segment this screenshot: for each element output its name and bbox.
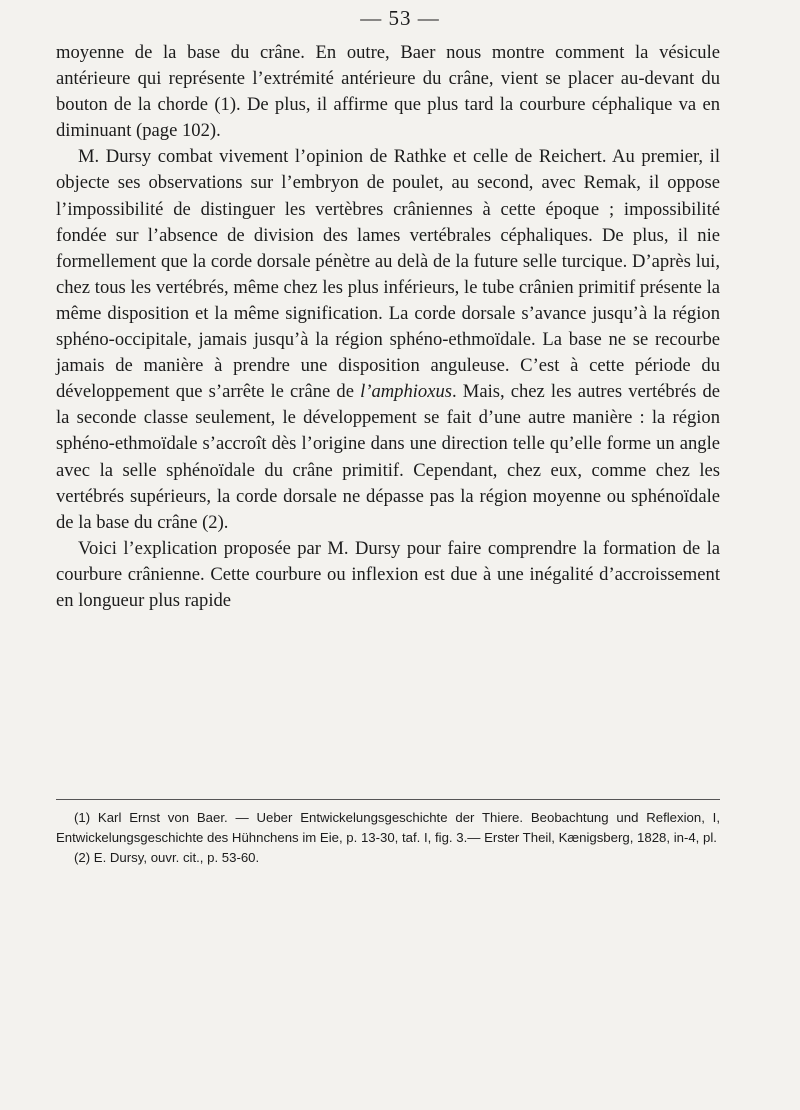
footnote-1: (1) Karl Ernst von Baer. — Ueber Entwickelungsgeschichte der Thiere. Beobachtung und Reflexion, I, Entwickelungsgeschichte des Hühnchens im Eie, p. 13-30, taf. I, fig. 3.— Erster Theil, Kænigsberg, 1828, in-4, pl. <box>56 810 720 845</box>
paragraph-explanation: Voici l’explication proposée par M. Dursy pour faire comprendre la formation de la courbure crânienne. Cette courbure ou inflexion est due à une inégalité d’accroissement en longueur plus rapide <box>56 537 720 611</box>
page-number: — 53 — <box>360 6 440 30</box>
footnote-2: (2) E. Dursy, ouvr. cit., p. 53-60. <box>74 850 260 865</box>
italic-term-amphioxus: l’amphioxus <box>360 381 453 403</box>
footnote-divider <box>56 799 720 800</box>
paragraph-dursy-rathke <box>56 144 720 535</box>
paragraph-text-before: M. Dursy combat vivement l’opinion de Rathke et celle de Reichert. Au premier, il objecte ses observations sur l’embryon de poulet, au second, avec Remak, il oppose l’impossibilité de distinguer les vertèbres crâniennes à cette époque ; impossibilité fondée sur l’absence de division des lames vertébrales céphaliques. De plus, il nie formellement que la corde dorsale pénètre au delà de la future selle turcique. D’après lui, chez tous les vertébrés, même chez les plus inférieurs, le tube crânien primitif présente la même disposition et la même signification. La corde dorsale s’avance jusqu’à la région sphéno-occipitale, jamais jusqu’à la région sphéno-ethmoïdale. La base ne se recourbe jamais de manière à prendre une disposition anguleuse. C’est à cette période du développement que s’arrête le crâne de <box>56 146 720 403</box>
footnotes <box>56 808 720 868</box>
paragraph-text-after: . Mais, chez les autres vertébrés de la seconde classe seulement, le développement se fait d’une autre manière : la région sphéno-ethmoïdale s’accroît dès l’origine dans une direction telle qu’elle forme un angle avec la selle sphénoïdale du crâne primitif. Cependant, chez eux, comme chez les vertébrés supérieurs, la corde dorsale ne dépasse pas la région moyenne ou sphénoïdale de la base du crâne (2). <box>56 381 721 533</box>
paragraph-continuation: moyenne de la base du crâne. En outre, Baer nous montre comment la vésicule antérieure qui représente l’extrémité antérieure du crâne, vient se placer au-devant du bouton de la chorde (1). De plus, il affirme que plus tard la courbure céphalique va en diminuant (page 102). <box>56 42 720 142</box>
main-text <box>56 40 720 614</box>
